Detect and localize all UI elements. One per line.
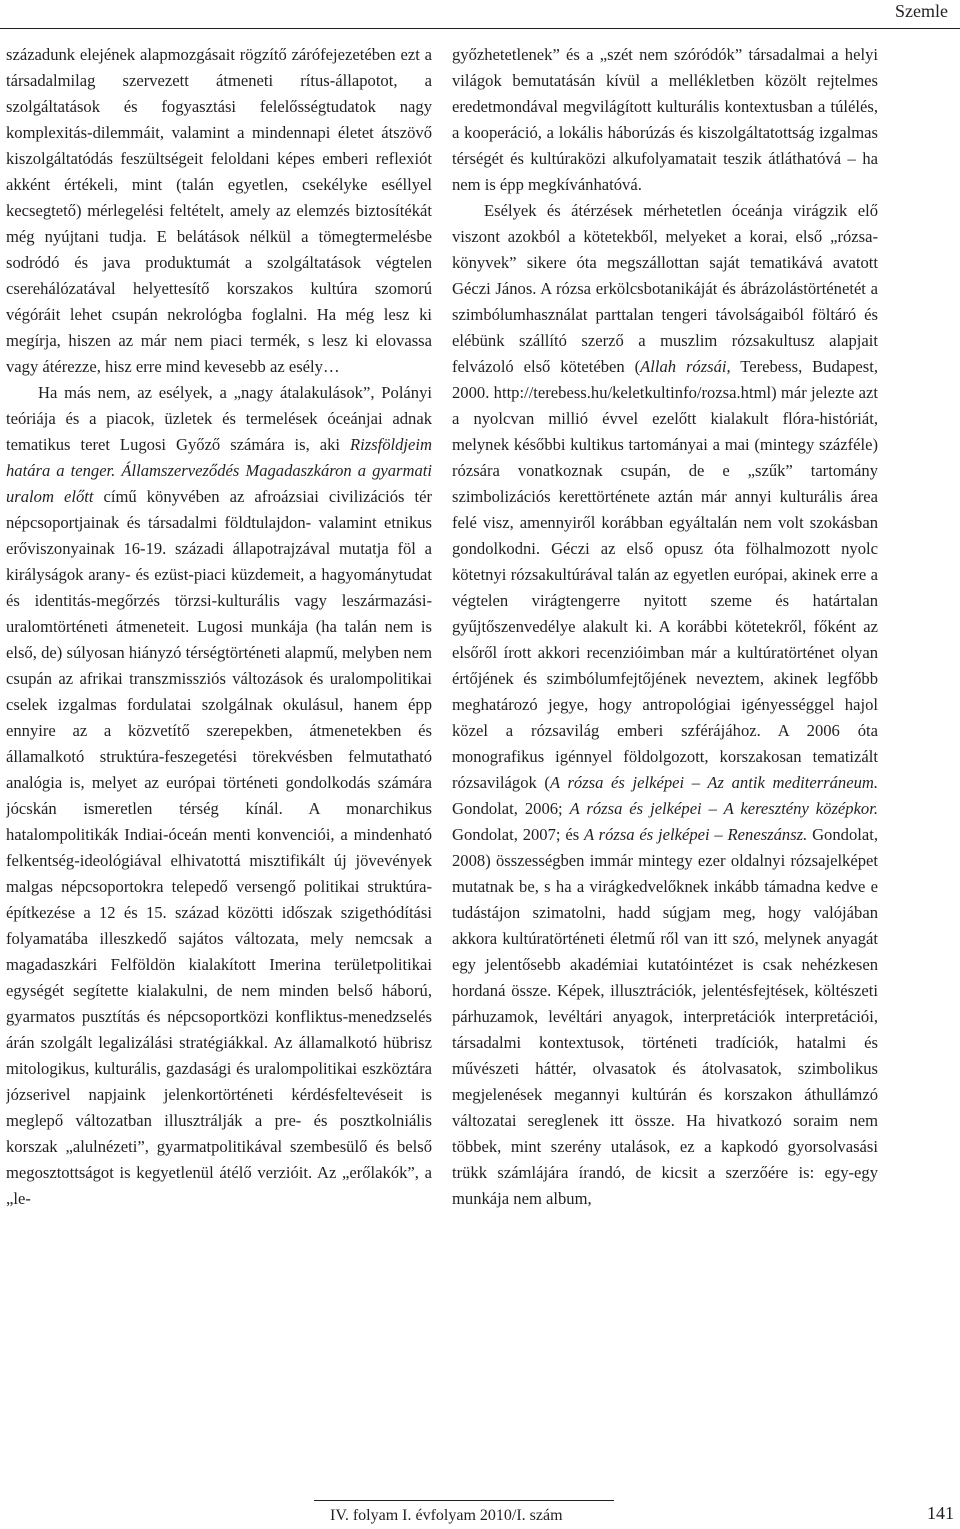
running-header-section: Szemle xyxy=(895,1,948,21)
book-title-kozepkor: A rózsa és jelképei – A keresztény középkor. xyxy=(569,799,878,818)
right-paragraph-1: győzhetetlenek” és a „szét nem szóródók” társadalmai a helyi világok bemutatásán kívül a mellékletben közölt rejtelmes eredetmondával megvilágított kulturális kontextusban a túlélés, a kooperáció, a lokális háborúzás és kiszolgáltatottság izgalmas térségét és kultúraközi alkufolyamatait teszik átláthatóvá – ha nem is épp megkívánhatóvá. xyxy=(452,45,878,194)
right-p2-text-1: Esélyek és átérzések mérhetetlen óceánja virágzik elő viszont azokból a kötetekből, melyeket a korai, első „rózsa-könyvek” sikere óta megszállottan saját tematikává avatott Géczi János. A rózsa erkölcsbotanikáját és ábrázolástörténetét a szimbólumhasználat parttalan tengeri távolságaiból föltáró és elébünk szállító szerző a muszlim rózsakultusz alapjait felvázoló első kötetében ( xyxy=(452,201,878,376)
right-column xyxy=(452,42,878,1212)
right-paragraph-2 xyxy=(452,198,878,1212)
page-number: 141 xyxy=(927,1503,954,1523)
left-paragraph-2 xyxy=(6,380,432,1212)
header-rule xyxy=(0,28,960,29)
right-p2-text-5: Gondolat, 2008) összességben immár mintegy ezer oldalnyi rózsajelképet mutatnak be, s ha a virágkedvelőknek inkább támadna kedve e tudástájon szimatolni, hadd súgjam meg, hogy valójában akkora kultúratörténeti életmű ről van itt szó, melynek anyagát egy jelentősebb akadémiai kutatóintézet is csak nehézkesen hordaná össze. Képek, illusztrációk, jelentésfejtések, költészeti párhuzamok, levéltári anyagok, interpretációk interpretációi, társadalmi kontextusok, történeti tradíciók, hatalmi és művészeti háttér, olvasatok és átolvasatok, szimbolikus megjelenések megannyi kultúrán és korszakon áthullámzó változatai sereglenek itt össze. Ha hivatkozó soraim nem többek, mint szerény utalások, ez a kapkodó gyorsolvasási trükk számlájára írandó, de kicsit a szerzőére is: egy-egy munkája nem album, xyxy=(452,825,878,1208)
left-p2-text-1: Ha más nem, az esélyek, a „nagy átalakulások”, Polányi teóriája és a piacok, üzletek és termelések óceánjai adnak tematikus teret Lugosi Győző számára is, aki xyxy=(6,383,432,454)
left-paragraph-1: századunk elejének alapmozgásait rögzítő zárófejezetében ezt a társadalmilag szervezett átmeneti rítus-állapotot, a szolgáltatások és fogyasztási felelősségtudatok nagy komplexitás-dilemmáit, valamint a mindennapi életet átszövő kiszolgáltatódás feszültségeit feloldani képes emberi reflexiót akként értékeli, mint (talán egyetlen, csekélyke eséllyel kecsegtető) mérlegelési feltételt, amely az elemzés biztosítékát még nyújtani tudja. E belátások nélkül a tömegtermelésbe sodródó és java produktumát a szolgáltatások végtelen cserehálózatával helyettesítő korszakos kultúra szomorú végóráit lehet csupán nekrológba foglalni. Ha még lesz ki megírja, hiszen az már nem piaci termék, s lesz ki elovassa vagy átérezze, hisz erre mind kevesebb az esély… xyxy=(6,45,432,376)
book-title-antik: A rózsa és jelképei – Az antik mediterráneum. xyxy=(549,773,878,792)
book-title-reneszansz: A rózsa és jelképei – Reneszánsz. xyxy=(583,825,808,844)
book-title-allah-rozsai: Allah rózsái, xyxy=(640,357,731,376)
left-column xyxy=(6,42,432,1212)
right-p2-text-2: Terebess, Budapest, 2000. http://terebess.hu/keletkultinfo/rozsa.html) már jelezte azt a nyolcvan millió évvel ezelőtt kialakult flóra-históriát, melynek későbbi kultikus tartományai a mai (mintegy százféle) rózsára vonatkoznak csupán, de e „szűk” tartomány szimbolizációs kerettörténete aztán már annyi kulturális área felé visz, amennyiről korábban egyáltalán nem volt szokásban gondolkodni. Géczi az első opusz óta fölhalmozott nyolc kötetnyi rózsakultúrával talán az egyetlen európai, akinek erre a végtelen virágtengerre nyitott szeme és határtalan gyűjtőszenvedélye alakult ki. A korábbi kötetekről, főként az elsőről írott akkori recenzióimban már a kultúratörténet olyan értőjének és szimbólumfejtőjének neveztem, akinek legfőbb meghatározó jegye, hogy antropológiai igényességgel hajol közel a rózsavilág emberi szférájához. A 2006 óta monografikus igénnyel földolgozott, korszakosan tematizált rózsavilágok ( xyxy=(452,357,878,792)
book-title-rizsfoldjeim: Rizsföldjeim határa a tenger. Államszerveződés Magadaszkáron a gyarmati uralom előtt xyxy=(6,435,432,506)
left-p2-text-2: című könyvében az afroázsiai civilizációs tér népcsoportjainak és társadalmi földtulajdon- valamint etnikus erőviszonyainak 16-19. századi állapotrajzával mutatja föl a királyságok arany- és ezüst-piaci küzdemeit, a hagyománytudat és identitás-megőrzés törzsi-kulturális vagy leszármazási-uralomtörténeti átmeneteit. Lugosi munkája (ha talán nem is első, de) súlyosan hiányzó térségtörténeti alapmű, melyben nem csupán az afrikai transzmissziós változások és uralompolitikai cselek izgalmas fordulatai szolgálnak okulásul, hanem épp ennyire az a közvetítő szerepekben, átmenetekben és államalkotó struktúra-feszegetési törekvésben felmutatható analógia is, melyet az európai történeti gondolkodás számára jócskán ismeretlen térség kínál. A monarchikus hatalompolitikák Indiai-óceán menti konvenciói, a mindenható felkentség-ideológiával elhivatottá misztifikált új jövevények malgas népcsoportokra telepedő versengő politikai struktúra-építkezése a 12 és 15. század közötti időszak szigethódítási folyamatába illeszkedő sajátos változata, mely nemcsak a magadaszkári Felföldön kialakított Imerina területpolitikai egységét segítette kialakulni, de nem minden belső háború, gyarmatos pusztítás és népcsoportközi konfliktus-menedzselés árán szolgált legalizálási stratégiákkal. Az államalkotó hübrisz mitologikus, kulturális, gazdasági és uralompolitikai eszköztára józserivel napjaink jelenkortörténeti kérdésfeltevéseit is meglepő változatban illusztrálják a pre- és posztkolniális korszak „alulnézeti”, gyarmatpolitikával szembesülő és belső megosztottságot is kegyetlenül átélő verzióit. Az „erőlakók”, a „le- xyxy=(6,487,432,1208)
footer-rule xyxy=(314,1500,614,1501)
right-p2-text-3: Gondolat, 2006; xyxy=(452,799,570,818)
right-p2-text-4: Gondolat, 2007; és xyxy=(452,825,584,844)
footer-issue: IV. folyam I. évfolyam 2010/I. szám xyxy=(330,1507,563,1524)
